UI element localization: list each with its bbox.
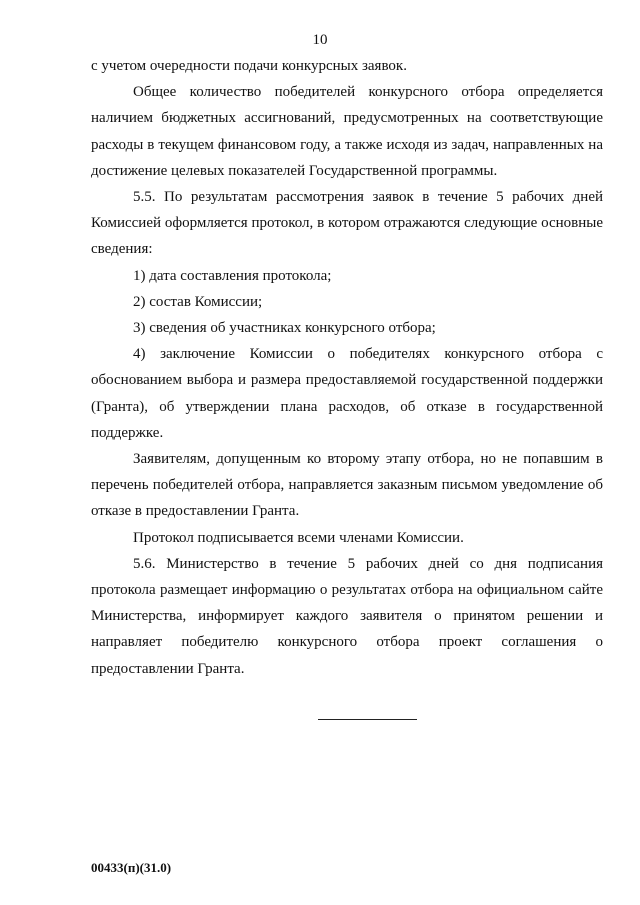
- document-code: 00433(п)(31.0): [91, 860, 172, 875]
- paragraph-5-6: 5.6. Министерство в течение 5 рабочих дней со дня подписания протокола размещает информацию о результатах отбора на официальном сайте Министерства, информирует каждого заявителя о принятом решении и направляет победителю конкурсного отбора проект соглашения о предоставлении Гранта.: [91, 555, 603, 677]
- paragraph-5-5: 5.5. По результатам рассмотрения заявок в течение 5 рабочих дней Комиссией оформляется протокол, в котором отражаются следующие основные сведения:: [91, 189, 603, 258]
- page-number: 10: [312, 32, 328, 48]
- end-divider: [318, 719, 417, 720]
- list-item-1: 1) дата составления протокола;: [133, 267, 332, 284]
- paragraph-winners-count: Общее количество победителей конкурсного отбора определяется наличием бюджетных ассигнований, предусмотренных на соответствующие расходы в текущем финансовом году, а также исходя из задач, направленных на достижение целевых показателей Государственной программы.: [91, 84, 603, 179]
- paragraph-protocol-signature: Протокол подписывается всеми членами Комиссии.: [133, 529, 464, 546]
- list-item-2: 2) состав Комиссии;: [133, 293, 263, 310]
- paragraph-continuation: с учетом очередности подачи конкурсных заявок.: [91, 58, 407, 74]
- document-body: [91, 53, 603, 682]
- list-item-4: 4) заключение Комиссии о победителях конкурсного отбора с обоснованием выбора и размера предоставляемой государственной поддержки (Гранта), об утверждении плана расходов, об отказе в государственной поддержке.: [91, 346, 603, 441]
- list-item-3: 3) сведения об участниках конкурсного отбора;: [133, 320, 436, 337]
- paragraph-applicants-notice: Заявителям, допущенным ко второму этапу отбора, но не попавшим в перечень победителей отбора, направляется заказным письмом уведомление об отказе в предоставлении Гранта.: [91, 451, 603, 520]
